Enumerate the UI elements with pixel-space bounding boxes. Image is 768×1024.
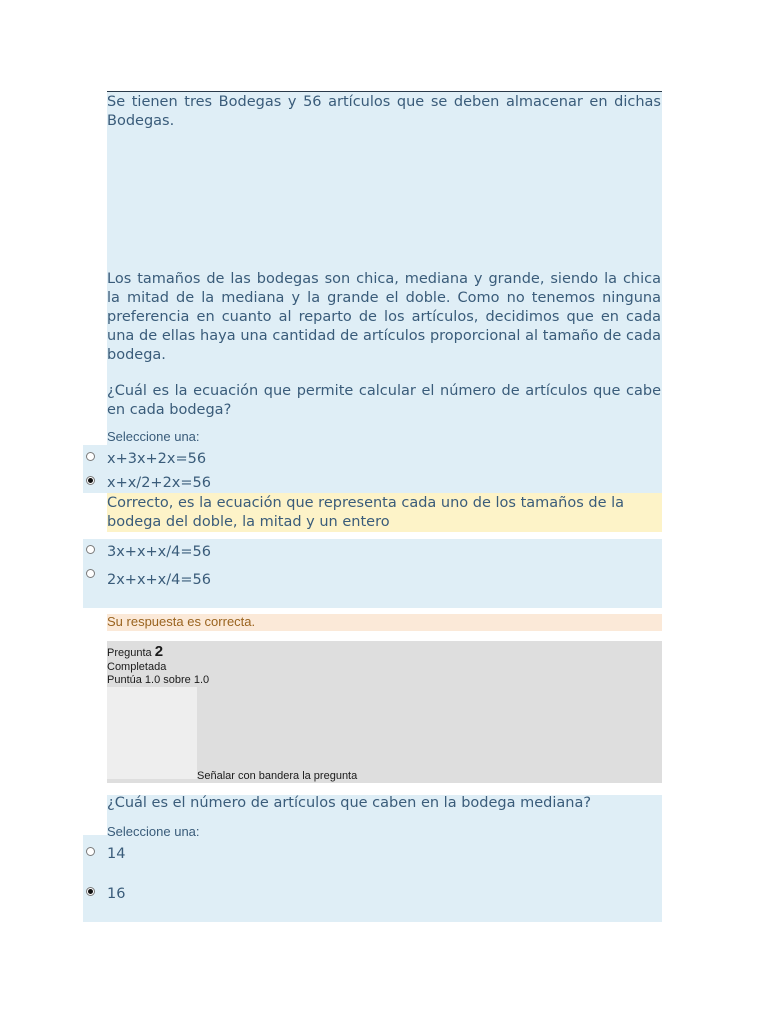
question-1-option-1-radio[interactable] xyxy=(86,452,95,461)
question-2-option-1-radio[interactable] xyxy=(86,847,95,856)
question-1-result: Su respuesta es correcta. xyxy=(107,614,256,629)
question-2-panel-notch xyxy=(83,795,107,835)
question-1-option-1-label: x+3x+2x=56 xyxy=(107,451,207,467)
question-2-pregunta-label: Pregunta xyxy=(107,647,152,659)
question-1-intro: Se tienen tres Bodegas y 56 artículos que se deben almacenar en dichas Bodegas. xyxy=(107,94,661,129)
question-1-feedback: Correcto, es la ecuación que representa cada uno de los tamaños de la bodega del doble, la mitad y un entero xyxy=(107,495,625,530)
question-2-select-label: Seleccione una: xyxy=(107,824,200,839)
question-2-status: Completada xyxy=(107,661,167,673)
question-1-option-3-label: 3x+x+x/4=56 xyxy=(107,544,211,560)
question-2-option-2-radio[interactable] xyxy=(86,887,95,896)
question-2-option-1-label: 14 xyxy=(107,846,126,862)
question-2-number: 2 xyxy=(154,643,164,660)
question-1-top-rule xyxy=(107,91,662,92)
question-2-score: Puntúa 1.0 sobre 1.0 xyxy=(107,674,210,686)
question-1-option-3-radio[interactable] xyxy=(86,545,95,554)
question-2-number-line xyxy=(107,643,163,660)
flag-question-link[interactable]: Señalar con bandera la pregunta xyxy=(197,770,358,782)
question-1-option-4-label: 2x+x+x/4=56 xyxy=(107,572,211,588)
question-2-info-inner-box xyxy=(107,687,197,779)
question-1-option-2-radio[interactable] xyxy=(86,476,95,485)
question-1-option-2-label: x+x/2+2x=56 xyxy=(107,475,211,491)
question-1-prompt: ¿Cuál es la ecuación que permite calcular el número de artículos que cabe en cada bodega? xyxy=(107,383,661,418)
question-2-prompt: ¿Cuál es el número de artículos que caben en la bodega mediana? xyxy=(107,795,592,811)
question-2-option-2-label: 16 xyxy=(107,886,126,902)
question-1-option-4-radio[interactable] xyxy=(86,569,95,578)
question-1-select-label: Seleccione una: xyxy=(107,429,200,444)
question-1-context: Los tamaños de las bodegas son chica, mediana y grande, siendo la chica la mitad de la mediana y la grande el doble. Como no tenemos ninguna preferencia en cuanto al reparto de los artículos, decidimos que en cada una de ellas haya una cantidad de artículos proporcional al tamaño de cada bodega. xyxy=(107,271,661,363)
question-2-panel xyxy=(83,795,662,922)
